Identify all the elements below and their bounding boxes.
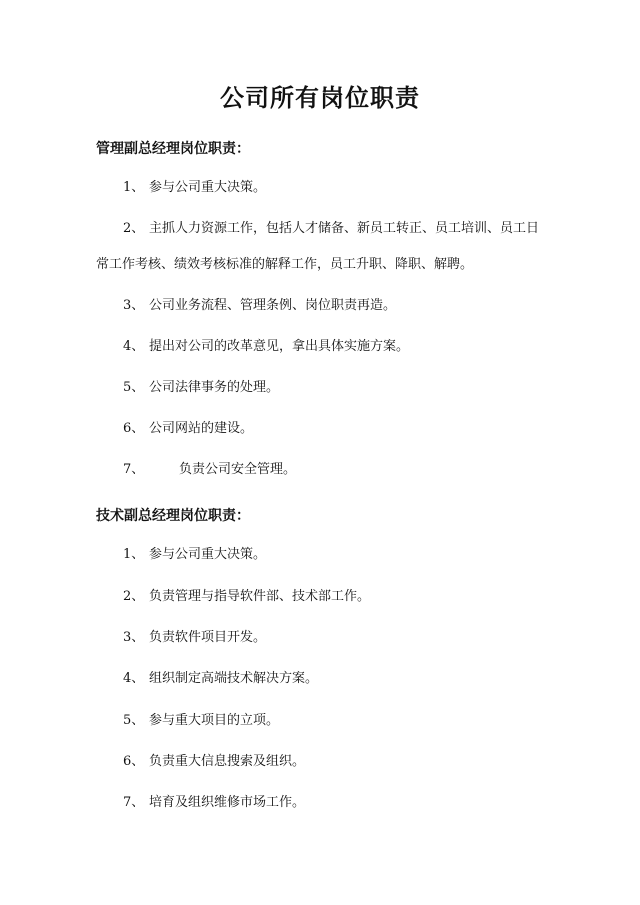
item-text: 参与公司重大决策。 (149, 180, 267, 195)
item-number: 3、 (123, 298, 145, 313)
list-item (123, 587, 553, 607)
item-text: 参与重大项目的立项。 (149, 713, 280, 728)
list-item (123, 545, 553, 565)
section-heading-management: 管理副总经理岗位职责： (96, 141, 250, 157)
item-text: 公司业务流程、管理条例、岗位职责再造。 (149, 298, 397, 313)
item-number: 6、 (123, 754, 145, 769)
list-item (123, 711, 553, 731)
list-item (123, 296, 553, 316)
list-item (123, 460, 553, 480)
item-text: 培育及组织维修市场工作。 (149, 795, 306, 810)
item-text: 组织制定高端技术解决方案。 (149, 671, 319, 686)
list-item (96, 219, 553, 275)
list-item (123, 628, 553, 648)
item-number: 4、 (123, 339, 145, 354)
item-number: 1、 (123, 180, 145, 195)
list-item (123, 752, 553, 772)
item-text: 负责重大信息搜索及组织。 (149, 754, 306, 769)
item-text: 负责管理与指导软件部、技术部工作。 (149, 589, 371, 604)
item-text: 主抓人力资源工作，包括人才储备、新员工转正、员工培训、员工日 (149, 221, 540, 236)
item-number: 3、 (123, 630, 145, 645)
item-number: 2、 (123, 589, 145, 604)
item-number: 4、 (123, 671, 145, 686)
item-text-continuation: 常工作考核、绩效考核标准的解释工作，员工升职、降职、解聘。 (96, 257, 474, 272)
list-item (123, 178, 553, 198)
list-item (123, 337, 553, 357)
list-item (123, 793, 553, 813)
item-text: 公司网站的建设。 (149, 421, 254, 436)
item-text: 提出对公司的改革意见，拿出具体实施方案。 (149, 339, 410, 354)
item-number: 5、 (123, 380, 145, 395)
list-item (123, 378, 553, 398)
item-number: 7、 (123, 462, 145, 477)
item-number: 1、 (123, 547, 145, 562)
item-text: 参与公司重大决策。 (149, 547, 267, 562)
list-item (123, 669, 553, 689)
item-text: 负责软件项目开发。 (149, 630, 267, 645)
item-text: 公司法律事务的处理。 (149, 380, 280, 395)
section-heading-technical: 技术副总经理岗位职责： (96, 508, 250, 524)
item-number: 5、 (123, 713, 145, 728)
item-number: 6、 (123, 421, 145, 436)
page-title: 公司所有岗位职责 (220, 83, 420, 112)
list-item (123, 419, 553, 439)
item-number: 7、 (123, 795, 145, 810)
item-number: 2、 (123, 221, 145, 236)
item-text: 负责公司安全管理。 (179, 462, 297, 477)
